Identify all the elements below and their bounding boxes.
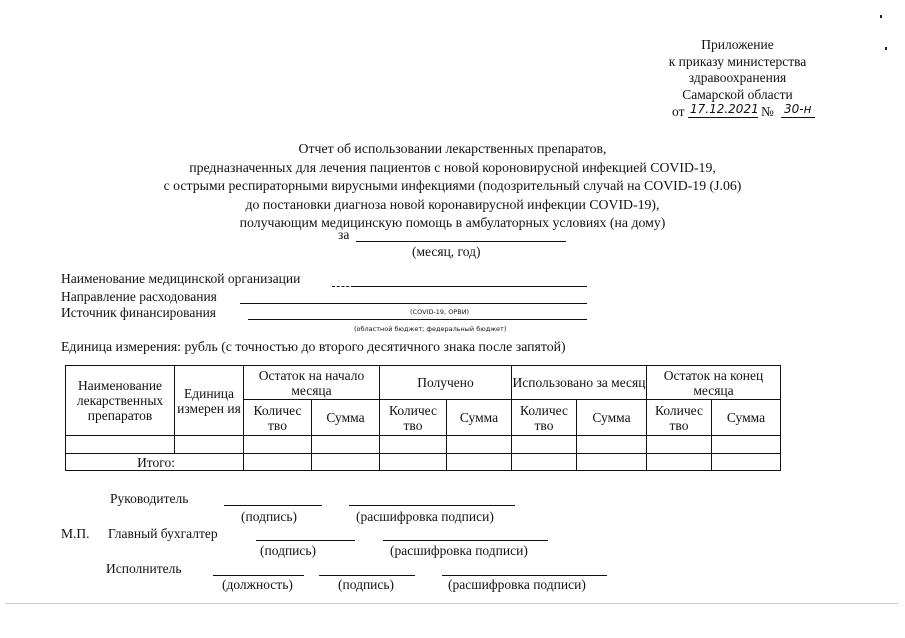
title-line: Отчет об использовании лекарственных препаратов, <box>298 141 607 156</box>
direction-line[interactable] <box>240 303 587 304</box>
header-end-balance: Остаток на конец месяца <box>647 366 781 400</box>
cell[interactable] <box>712 454 781 471</box>
cell[interactable] <box>312 454 380 471</box>
annex-line: к приказу министерства <box>668 53 807 69</box>
head-decoding-line[interactable] <box>349 505 515 506</box>
header-unit: Единица измерен ия <box>175 366 244 436</box>
org-line-dashed <box>332 286 354 287</box>
cell[interactable] <box>647 436 712 454</box>
accountant-signature-line[interactable] <box>256 540 355 541</box>
executor-decoding-hint: (расшифровка подписи) <box>448 577 586 592</box>
annex-date-underline <box>688 117 758 118</box>
head-signature-hint: (подпись) <box>241 509 298 524</box>
executor-signature-hint: (подпись) <box>338 577 395 592</box>
period-line[interactable] <box>356 241 566 242</box>
subheader-sum: Сумма <box>712 400 781 436</box>
subheader-qty: Количес тво <box>380 400 447 436</box>
cell[interactable] <box>380 436 447 454</box>
head-signature-line[interactable] <box>224 505 322 506</box>
subheader-qty: Количес тво <box>244 400 312 436</box>
cell[interactable] <box>712 436 781 454</box>
stamp-label: М.П. <box>61 526 90 541</box>
cell[interactable] <box>66 436 175 454</box>
source-label: Источник финансирования <box>61 305 217 320</box>
annex-number-underline <box>781 117 815 118</box>
cell[interactable] <box>312 436 380 454</box>
cell[interactable] <box>244 454 312 471</box>
report-title <box>0 140 905 233</box>
head-decoding-hint: (расшифровка подписи) <box>356 509 494 524</box>
direction-label: Направление расходования <box>61 289 217 304</box>
annex-date-line <box>650 103 825 120</box>
executor-decoding-line[interactable] <box>442 575 607 576</box>
annex-line: Самарской области <box>682 86 793 102</box>
cell[interactable] <box>447 436 512 454</box>
cell[interactable] <box>577 436 647 454</box>
source-value: (COVID-19, ОРВИ) <box>410 308 470 316</box>
accountant-decoding-hint: (расшифровка подписи) <box>390 543 528 558</box>
title-line: до постановки диагноза новой коронавирусной инфекции COVID-19), <box>245 196 660 212</box>
subheader-sum: Сумма <box>577 400 647 436</box>
cell[interactable] <box>244 436 312 454</box>
source-hint: (областной бюджет; федеральный бюджет) <box>354 325 507 333</box>
total-row <box>66 454 781 471</box>
accountant-label: Главный бухгалтер <box>108 526 218 541</box>
title-line: получающим медицинскую помощь в амбулаторных условиях (на дому) <box>239 215 666 230</box>
scan-mark <box>885 47 887 50</box>
header-received: Получено <box>380 366 512 400</box>
cell[interactable] <box>447 454 512 471</box>
org-line[interactable] <box>354 286 587 287</box>
cell[interactable] <box>512 436 577 454</box>
subheader-qty: Количес тво <box>512 400 577 436</box>
head-label: Руководитель <box>110 491 189 506</box>
period-hint: (месяц, год) <box>412 244 481 259</box>
annex-from-label: от <box>672 104 685 119</box>
header-used: Использовано за месяц <box>512 366 647 400</box>
subheader-sum: Сумма <box>447 400 512 436</box>
org-label: Наименование медицинской организации <box>61 271 301 286</box>
annex-block <box>650 37 825 120</box>
cell[interactable] <box>577 454 647 471</box>
executor-signature-line[interactable] <box>319 575 415 576</box>
accountant-signature-hint: (подпись) <box>260 543 317 558</box>
annex-number-label: № <box>761 104 774 119</box>
header-start-balance: Остаток на начало месяца <box>244 366 380 400</box>
executor-label: Исполнитель <box>106 561 182 576</box>
subheader-qty: Количес тво <box>647 400 712 436</box>
cell[interactable] <box>175 436 244 454</box>
accountant-decoding-line[interactable] <box>383 540 548 541</box>
annex-date: 17.12.2021 <box>690 102 759 116</box>
page-divider <box>5 603 898 604</box>
unit-label: Единица измерения: рубль (с точностью до второго десятичного знака после запятой) <box>61 339 566 354</box>
title-line: с острыми респираторными вирусными инфекциями (подозрительный случай на COVID-19 (J.06) <box>163 178 742 193</box>
subheader-sum: Сумма <box>312 400 380 436</box>
table-row <box>66 436 781 454</box>
source-line[interactable] <box>248 319 587 320</box>
annex-line: Приложение <box>701 37 774 52</box>
header-name: Наименование лекарственных препаратов <box>66 366 175 436</box>
title-line: предназначенных для лечения пациентов с новой короновирусной инфекцией COVID-19, <box>189 159 716 175</box>
cell[interactable] <box>512 454 577 471</box>
executor-position-line[interactable] <box>213 575 304 576</box>
cell[interactable] <box>380 454 447 471</box>
report-table <box>65 365 781 471</box>
cell[interactable] <box>647 454 712 471</box>
annex-number: 30-н <box>784 102 812 116</box>
period-label: за <box>338 227 350 242</box>
annex-line: здравоохранения <box>688 70 787 85</box>
executor-position-hint: (должность) <box>222 577 293 592</box>
scan-mark <box>880 15 882 18</box>
total-label: Итого: <box>66 454 244 471</box>
